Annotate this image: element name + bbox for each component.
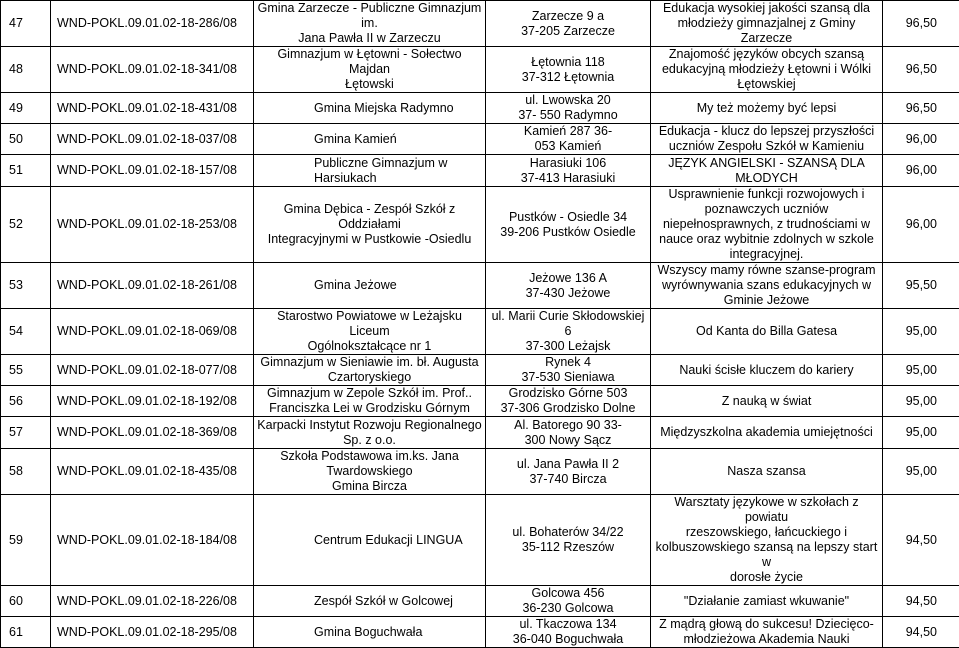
address-cell bbox=[486, 449, 651, 495]
score-cell: 94,50 bbox=[883, 586, 959, 617]
table-row bbox=[1, 155, 959, 187]
address-cell-line: Golcowa 456 bbox=[488, 586, 648, 601]
score-cell: 95,50 bbox=[883, 263, 959, 309]
address-cell-line: ul. Marii Curie Skłodowskiej 6 bbox=[488, 309, 648, 339]
beneficiary-cell bbox=[254, 495, 486, 586]
row-number: 47 bbox=[1, 1, 51, 47]
application-code: WND-POKL.09.01.02-18-435/08 bbox=[51, 449, 254, 495]
project-title-cell-line: nauce oraz wybitnie zdolnych w szkole bbox=[653, 232, 880, 247]
address-cell-line: 37-300 Leżajsk bbox=[488, 339, 648, 354]
address-cell bbox=[486, 1, 651, 47]
beneficiary-cell bbox=[254, 124, 486, 155]
score-cell: 96,00 bbox=[883, 124, 959, 155]
project-title-cell-line: Łętowskiej bbox=[653, 77, 880, 92]
table-row bbox=[1, 386, 959, 417]
project-title-cell bbox=[651, 355, 883, 386]
beneficiary-cell bbox=[254, 586, 486, 617]
address-cell bbox=[486, 124, 651, 155]
address-cell-line: 053 Kamień bbox=[488, 139, 648, 154]
beneficiary-cell-line: Gmina Kamień bbox=[314, 132, 483, 147]
project-title-cell-line: dorosłe życie bbox=[653, 570, 880, 585]
address-cell-line: 300 Nowy Sącz bbox=[488, 433, 648, 448]
application-code: WND-POKL.09.01.02-18-253/08 bbox=[51, 187, 254, 263]
project-title-cell-line: JĘZYK ANGIELSKI - SZANSĄ DLA bbox=[653, 156, 880, 171]
project-title-cell bbox=[651, 155, 883, 187]
project-title-cell-line: Z mądrą głową do sukcesu! Dziecięco- bbox=[653, 617, 880, 632]
beneficiary-cell-line: Ogólnokształcące nr 1 bbox=[256, 339, 483, 354]
project-title-cell bbox=[651, 1, 883, 47]
table-row bbox=[1, 187, 959, 263]
row-number: 54 bbox=[1, 309, 51, 355]
project-title-cell bbox=[651, 586, 883, 617]
beneficiary-cell-line: Czartoryskiego bbox=[256, 370, 483, 385]
address-cell bbox=[486, 263, 651, 309]
row-number: 52 bbox=[1, 187, 51, 263]
project-title-cell bbox=[651, 124, 883, 155]
address-cell-line: 39-206 Pustków Osiedle bbox=[488, 225, 648, 240]
application-code: WND-POKL.09.01.02-18-261/08 bbox=[51, 263, 254, 309]
address-cell-line: 37-413 Harasiuki bbox=[488, 171, 648, 186]
table-row bbox=[1, 263, 959, 309]
table-row bbox=[1, 1, 959, 47]
score-cell: 96,50 bbox=[883, 1, 959, 47]
beneficiary-cell-line: Zespół Szkół w Golcowej bbox=[314, 594, 483, 609]
project-title-cell-line: młodzieży gimnazjalnej z Gminy Zarzecze bbox=[653, 16, 880, 46]
row-number: 55 bbox=[1, 355, 51, 386]
address-cell-line: 37-205 Zarzecze bbox=[488, 24, 648, 39]
beneficiary-cell bbox=[254, 93, 486, 124]
score-cell: 95,00 bbox=[883, 355, 959, 386]
beneficiary-cell-line: Sp. z o.o. bbox=[256, 433, 483, 448]
beneficiary-cell-line: Gimnazjum w Łętowni - Sołectwo Majdan bbox=[256, 47, 483, 77]
project-title-cell-line: poznawczych uczniów bbox=[653, 202, 880, 217]
project-title-cell-line: kolbuszowskiego szansą na lepszy start w bbox=[653, 540, 880, 570]
application-code: WND-POKL.09.01.02-18-157/08 bbox=[51, 155, 254, 187]
address-cell bbox=[486, 155, 651, 187]
address-cell-line: 35-112 Rzeszów bbox=[488, 540, 648, 555]
address-cell-line: Łętownia 118 bbox=[488, 55, 648, 70]
application-code: WND-POKL.09.01.02-18-431/08 bbox=[51, 93, 254, 124]
application-code: WND-POKL.09.01.02-18-077/08 bbox=[51, 355, 254, 386]
application-code: WND-POKL.09.01.02-18-184/08 bbox=[51, 495, 254, 586]
application-code: WND-POKL.09.01.02-18-286/08 bbox=[51, 1, 254, 47]
address-cell bbox=[486, 495, 651, 586]
address-cell bbox=[486, 417, 651, 449]
beneficiary-cell bbox=[254, 155, 486, 187]
table-row bbox=[1, 617, 959, 648]
table-row bbox=[1, 309, 959, 355]
address-cell-line: Harasiuki 106 bbox=[488, 156, 648, 171]
beneficiary-cell bbox=[254, 386, 486, 417]
beneficiary-cell bbox=[254, 47, 486, 93]
score-cell: 95,00 bbox=[883, 309, 959, 355]
beneficiary-cell bbox=[254, 263, 486, 309]
project-title-cell-line: My też możemy być lepsi bbox=[653, 101, 880, 116]
address-cell-line: ul. Tkaczowa 134 bbox=[488, 617, 648, 632]
row-number: 60 bbox=[1, 586, 51, 617]
address-cell-line: Jeżowe 136 A bbox=[488, 271, 648, 286]
application-code: WND-POKL.09.01.02-18-341/08 bbox=[51, 47, 254, 93]
beneficiary-cell-line: Publiczne Gimnazjum w Harsiukach bbox=[314, 156, 483, 186]
row-number: 51 bbox=[1, 155, 51, 187]
address-cell-line: 36-230 Golcowa bbox=[488, 601, 648, 616]
beneficiary-cell bbox=[254, 417, 486, 449]
beneficiary-cell-line: Gmina Boguchwała bbox=[314, 625, 483, 640]
project-title-cell-line: wyrównywania szans edukacyjnych w bbox=[653, 278, 880, 293]
project-title-cell-line: Warsztaty językowe w szkołach z powiatu bbox=[653, 495, 880, 525]
application-code: WND-POKL.09.01.02-18-037/08 bbox=[51, 124, 254, 155]
project-title-cell bbox=[651, 386, 883, 417]
beneficiary-cell-line: Gmina Jeżowe bbox=[314, 278, 483, 293]
address-cell-line: 37-312 Łętownia bbox=[488, 70, 648, 85]
beneficiary-cell bbox=[254, 1, 486, 47]
address-cell-line: Rynek 4 bbox=[488, 355, 648, 370]
project-title-cell-line: Nasza szansa bbox=[653, 464, 880, 479]
row-number: 58 bbox=[1, 449, 51, 495]
address-cell bbox=[486, 386, 651, 417]
address-cell bbox=[486, 309, 651, 355]
score-cell: 95,00 bbox=[883, 417, 959, 449]
table-row bbox=[1, 93, 959, 124]
address-cell-line: 36-040 Boguchwała bbox=[488, 632, 648, 647]
address-cell-line: ul. Bohaterów 34/22 bbox=[488, 525, 648, 540]
project-title-cell bbox=[651, 495, 883, 586]
project-title-cell bbox=[651, 309, 883, 355]
address-cell bbox=[486, 47, 651, 93]
project-title-cell-line: rzeszowskiego, łańcuckiego i bbox=[653, 525, 880, 540]
address-cell-line: Grodzisko Górne 503 bbox=[488, 386, 648, 401]
score-cell: 95,00 bbox=[883, 449, 959, 495]
score-cell: 96,50 bbox=[883, 47, 959, 93]
beneficiary-cell-line: Gimnazjum w Zepole Szkół im. Prof.. bbox=[256, 386, 483, 401]
address-cell bbox=[486, 93, 651, 124]
score-cell: 95,00 bbox=[883, 386, 959, 417]
beneficiary-cell-line: Jana Pawła II w Zarzeczu bbox=[256, 31, 483, 46]
table-row bbox=[1, 124, 959, 155]
score-cell: 94,50 bbox=[883, 495, 959, 586]
address-cell-line: Al. Batorego 90 33- bbox=[488, 418, 648, 433]
address-cell bbox=[486, 355, 651, 386]
project-title-cell-line: Edukacja - klucz do lepszej przyszłości bbox=[653, 124, 880, 139]
application-code: WND-POKL.09.01.02-18-192/08 bbox=[51, 386, 254, 417]
table-row bbox=[1, 355, 959, 386]
row-number: 56 bbox=[1, 386, 51, 417]
project-title-cell-line: Znajomość języków obcych szansą bbox=[653, 47, 880, 62]
table-row bbox=[1, 449, 959, 495]
table-row bbox=[1, 495, 959, 586]
beneficiary-cell bbox=[254, 187, 486, 263]
project-title-cell-line: integracyjnej. bbox=[653, 247, 880, 262]
project-title-cell-line: Edukacja wysokiej jakości szansą dla bbox=[653, 1, 880, 16]
project-title-cell-line: niepełnosprawnych, z trudnościami w bbox=[653, 217, 880, 232]
beneficiary-cell-line: Integracyjnymi w Pustkowie -Osiedlu bbox=[256, 232, 483, 247]
beneficiary-cell-line: Gmina Zarzecze - Publiczne Gimnazjum im. bbox=[256, 1, 483, 31]
score-cell: 94,50 bbox=[883, 617, 959, 648]
score-cell: 96,50 bbox=[883, 93, 959, 124]
application-code: WND-POKL.09.01.02-18-069/08 bbox=[51, 309, 254, 355]
application-code: WND-POKL.09.01.02-18-226/08 bbox=[51, 586, 254, 617]
beneficiary-cell-line: Starostwo Powiatowe w Leżajsku Liceum bbox=[256, 309, 483, 339]
project-title-cell-line: Usprawnienie funkcji rozwojowych i bbox=[653, 187, 880, 202]
table-row bbox=[1, 586, 959, 617]
address-cell-line: 37-740 Bircza bbox=[488, 472, 648, 487]
beneficiary-cell bbox=[254, 355, 486, 386]
table-row bbox=[1, 47, 959, 93]
project-title-cell-line: młodzieżowa Akademia Nauki bbox=[653, 632, 880, 647]
project-title-cell bbox=[651, 617, 883, 648]
project-title-cell-line: edukacyjną młodzieży Łętowni i Wólki bbox=[653, 62, 880, 77]
beneficiary-cell-line: Centrum Edukacji LINGUA bbox=[314, 533, 483, 548]
project-title-cell bbox=[651, 187, 883, 263]
project-title-cell-line: Z nauką w świat bbox=[653, 394, 880, 409]
project-title-cell-line: Wszyscy mamy równe szanse-program bbox=[653, 263, 880, 278]
beneficiary-cell-line: Gmina Bircza bbox=[256, 479, 483, 494]
beneficiary-cell-line: Gmina Miejska Radymno bbox=[314, 101, 483, 116]
row-number: 53 bbox=[1, 263, 51, 309]
row-number: 49 bbox=[1, 93, 51, 124]
application-code: WND-POKL.09.01.02-18-295/08 bbox=[51, 617, 254, 648]
beneficiary-cell-line: Łętowski bbox=[256, 77, 483, 92]
project-title-cell-line: Nauki ścisłe kluczem do kariery bbox=[653, 363, 880, 378]
beneficiary-cell-line: Twardowskiego bbox=[256, 464, 483, 479]
project-title-cell-line: "Działanie zamiast wkuwanie" bbox=[653, 594, 880, 609]
beneficiary-cell-line: Szkoła Podstawowa im.ks. Jana bbox=[256, 449, 483, 464]
beneficiary-cell bbox=[254, 617, 486, 648]
beneficiary-cell-line: Gmina Dębica - Zespół Szkół z Oddziałami bbox=[256, 202, 483, 232]
address-cell-line: 37-430 Jeżowe bbox=[488, 286, 648, 301]
row-number: 61 bbox=[1, 617, 51, 648]
address-cell-line: ul. Jana Pawła II 2 bbox=[488, 457, 648, 472]
row-number: 59 bbox=[1, 495, 51, 586]
project-title-cell-line: Gminie Jeżowe bbox=[653, 293, 880, 308]
project-title-cell bbox=[651, 263, 883, 309]
project-title-cell-line: uczniów Zespołu Szkół w Kamieniu bbox=[653, 139, 880, 154]
address-cell-line: Pustków - Osiedle 34 bbox=[488, 210, 648, 225]
project-title-cell-line: Od Kanta do Billa Gatesa bbox=[653, 324, 880, 339]
address-cell-line: 37-306 Grodzisko Dolne bbox=[488, 401, 648, 416]
address-cell-line: Kamień 287 36- bbox=[488, 124, 648, 139]
project-title-cell-line: MŁODYCH bbox=[653, 171, 880, 186]
score-cell: 96,00 bbox=[883, 187, 959, 263]
address-cell-line: 37-530 Sieniawa bbox=[488, 370, 648, 385]
address-cell-line: 37- 550 Radymno bbox=[488, 108, 648, 123]
address-cell bbox=[486, 586, 651, 617]
address-cell-line: Zarzecze 9 a bbox=[488, 9, 648, 24]
beneficiary-cell bbox=[254, 449, 486, 495]
row-number: 57 bbox=[1, 417, 51, 449]
beneficiary-cell-line: Karpacki Instytut Rozwoju Regionalnego bbox=[256, 418, 483, 433]
table-row bbox=[1, 417, 959, 449]
beneficiary-cell-line: Gimnazjum w Sieniawie im. bł. Augusta bbox=[256, 355, 483, 370]
score-cell: 96,00 bbox=[883, 155, 959, 187]
address-cell bbox=[486, 617, 651, 648]
row-number: 48 bbox=[1, 47, 51, 93]
project-title-cell-line: Międzyszkolna akademia umiejętności bbox=[653, 425, 880, 440]
application-code: WND-POKL.09.01.02-18-369/08 bbox=[51, 417, 254, 449]
row-number: 50 bbox=[1, 124, 51, 155]
project-title-cell bbox=[651, 417, 883, 449]
address-cell-line: ul. Lwowska 20 bbox=[488, 93, 648, 108]
address-cell bbox=[486, 187, 651, 263]
project-title-cell bbox=[651, 93, 883, 124]
project-title-cell bbox=[651, 449, 883, 495]
project-title-cell bbox=[651, 47, 883, 93]
beneficiary-cell bbox=[254, 309, 486, 355]
beneficiary-cell-line: Franciszka Lei w Grodzisku Górnym bbox=[256, 401, 483, 416]
